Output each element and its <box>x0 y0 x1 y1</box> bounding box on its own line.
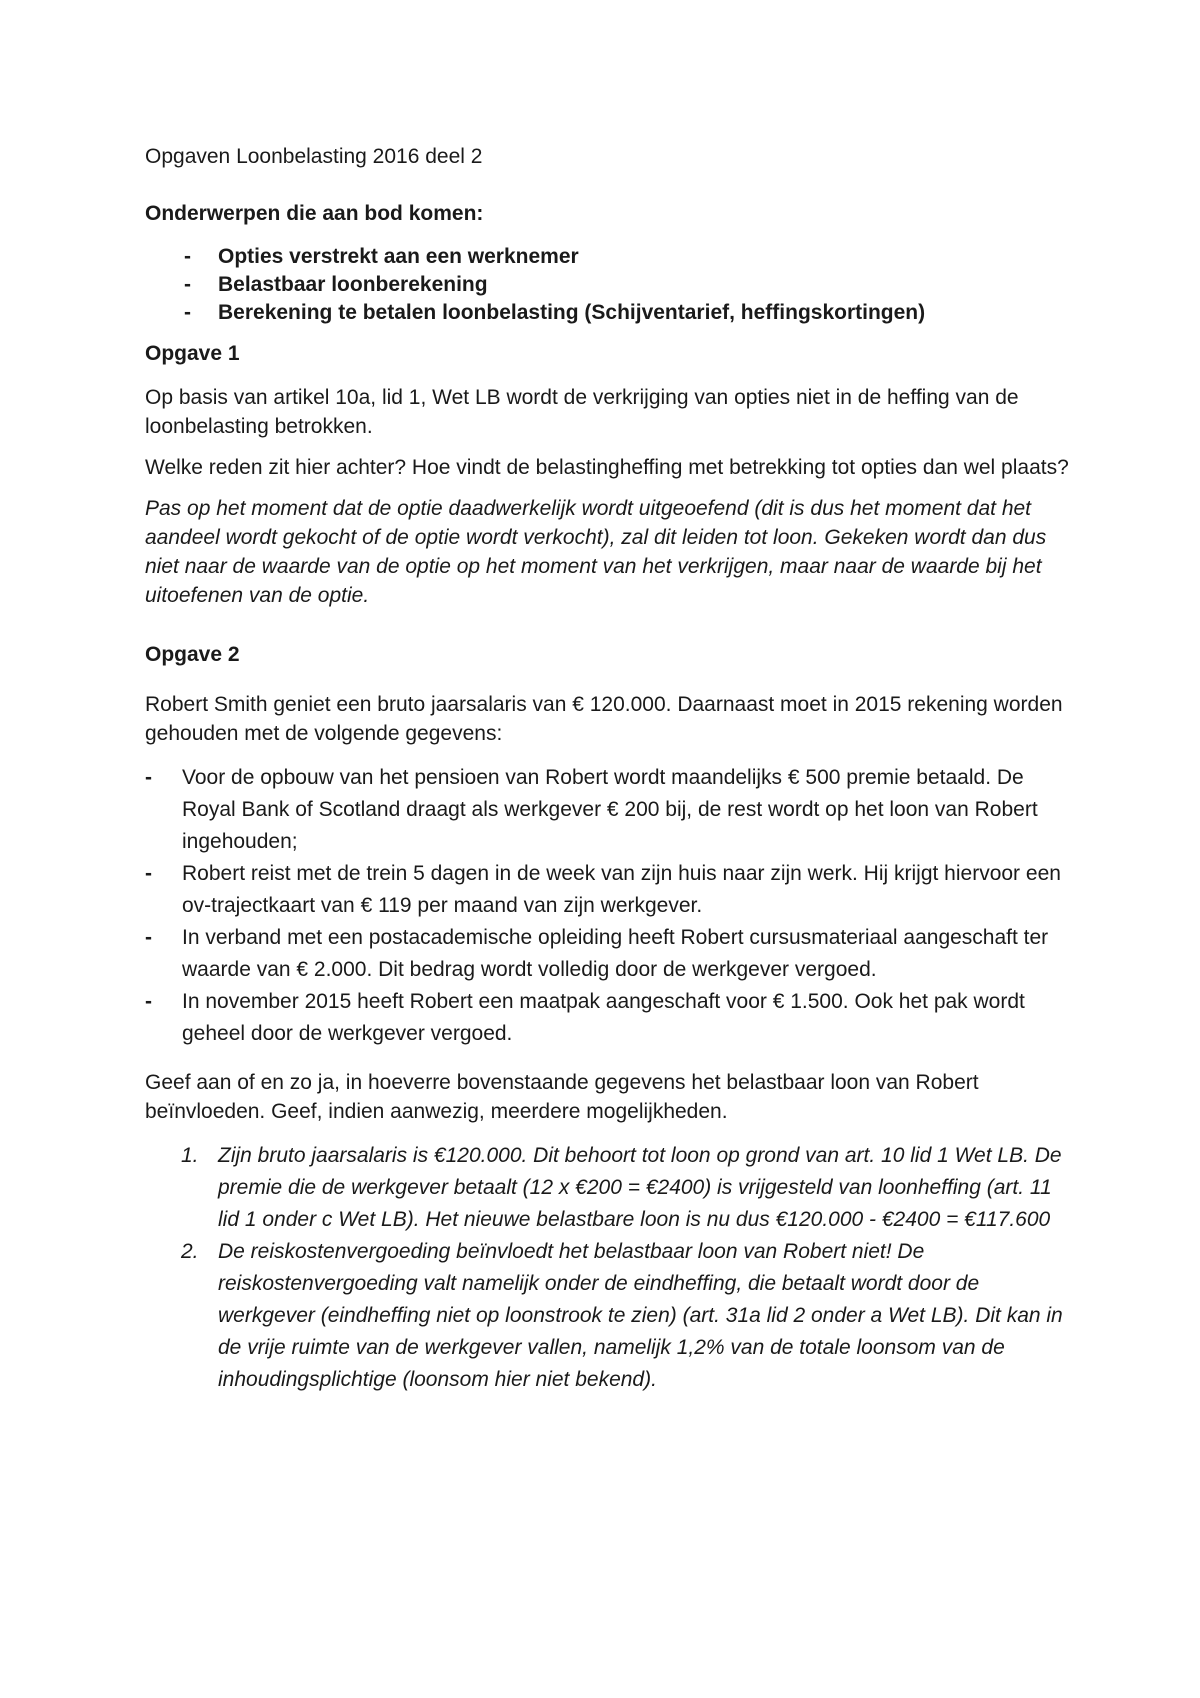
fact-text: In november 2015 heeft Robert een maatpak aangeschaft voor € 1.500. Ook het pak wordt geheel door de werkgever vergoed. <box>182 990 1025 1045</box>
list-item <box>145 858 1075 922</box>
opgave-2-heading: Opgave 2 <box>145 643 240 666</box>
dash-bullet: - <box>145 766 152 789</box>
answers-list <box>145 1140 1075 1396</box>
answer-number: 1. <box>181 1144 199 1167</box>
topic-text: Belastbaar loonberekening <box>218 273 488 296</box>
list-item <box>145 299 1075 327</box>
opgave-1-heading: Opgave 1 <box>145 342 240 365</box>
list-item <box>145 922 1075 986</box>
list-item <box>145 243 1075 271</box>
topic-text: Berekening te betalen loonbelasting (Schijventarief, heffingskortingen) <box>218 301 926 324</box>
list-item <box>145 1140 1075 1236</box>
list-item <box>145 986 1075 1050</box>
fact-text: Robert reist met de trein 5 dagen in de week van zijn huis naar zijn werk. Hij krijgt hiervoor een ov-trajectkaart van € 119 per maand van zijn werkgever. <box>182 862 1061 917</box>
answer-number: 2. <box>181 1240 199 1263</box>
list-item <box>145 762 1075 858</box>
answer-text: De reiskostenvergoeding beïnvloedt het belastbaar loon van Robert niet! De reiskostenvergoeding valt namelijk onder de eindheffing, die betaalt wordt door de werkgever (eindheffing niet op loonstrook te zien) (art. 31a lid 2 onder a Wet LB). Dit kan in de vrije ruimte van de werkgever vallen, namelijk 1,2% van de totale loonsom van de inhoudingsplichtige (loonsom hier niet bekend). <box>218 1240 1063 1391</box>
opgave-1-question: Welke reden zit hier achter? Hoe vindt de belastingheffing met betrekking tot opties dan wel plaats? <box>145 456 1069 479</box>
topic-text: Opties verstrekt aan een werknemer <box>218 245 579 268</box>
dash-bullet: - <box>145 926 152 949</box>
fact-text: Voor de opbouw van het pensioen van Robert wordt maandelijks € 500 premie betaald. De Royal Bank of Scotland draagt als werkgever € 200 bij, de rest wordt op het loon van Robert ingehouden; <box>182 766 1038 853</box>
list-item <box>145 1236 1075 1396</box>
list-item <box>145 271 1075 299</box>
document-content <box>145 142 1075 1396</box>
topics-heading: Onderwerpen die aan bod komen: <box>145 202 484 225</box>
document-title: Opgaven Loonbelasting 2016 deel 2 <box>145 145 483 168</box>
opgave-1-intro: Op basis van artikel 10a, lid 1, Wet LB wordt de verkrijging van opties niet in de heffing van de loonbelasting betrokken. <box>145 386 1019 438</box>
dash-bullet: - <box>145 862 152 885</box>
answer-text: Zijn bruto jaarsalaris is €120.000. Dit behoort tot loon op grond van art. 10 lid 1 Wet LB. De premie die de werkgever betaalt (12 x €200 = €2400) is vrijgesteld van loonheffing (art. 11 lid 1 onder c Wet LB). Het nieuwe belastbare loon is nu dus €120.000 - €2400 = €117.600 <box>218 1144 1062 1231</box>
opgave-1-answer: Pas op het moment dat de optie daadwerkelijk wordt uitgeoefend (dit is dus het moment dat het aandeel wordt gekocht of de optie wordt verkocht), zal dit leiden tot loon. Gekeken wordt dan dus niet naar de waarde van de optie op het moment van het verkrijgen, maar naar de waarde bij het uitoefenen van de optie. <box>145 497 1047 607</box>
dash-bullet: - <box>184 245 191 268</box>
fact-text: In verband met een postacademische opleiding heeft Robert cursusmateriaal aangeschaft ter waarde van € 2.000. Dit bedrag wordt volledig door de werkgever vergoed. <box>182 926 1049 981</box>
dash-bullet: - <box>184 273 191 296</box>
dash-bullet: - <box>145 990 152 1013</box>
opgave-2-intro: Robert Smith geniet een bruto jaarsalaris van € 120.000. Daarnaast moet in 2015 rekening worden gehouden met de volgende gegevens: <box>145 693 1063 745</box>
opgave-2-question: Geef aan of en zo ja, in hoeverre bovenstaande gegevens het belastbaar loon van Robert beïnvloeden. Geef, indien aanwezig, meerdere mogelijkheden. <box>145 1071 979 1123</box>
dash-bullet: - <box>184 301 191 324</box>
facts-list <box>145 762 1075 1050</box>
topics-list <box>145 243 1075 327</box>
